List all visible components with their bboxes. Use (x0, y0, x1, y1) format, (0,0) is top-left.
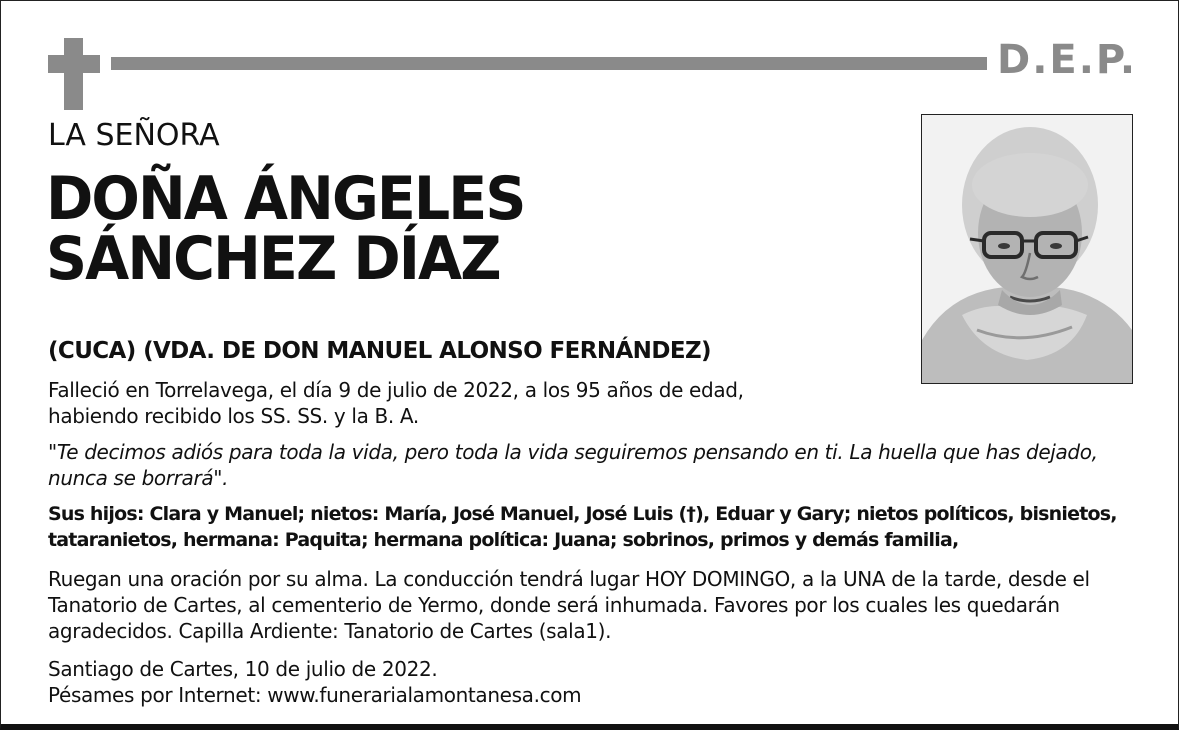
dep-label: D.E.P. (997, 37, 1138, 83)
deceased-name (46, 164, 525, 294)
burial-line: Tanatorio de Cartes, al cementerio de Yermo, donde será inhumada. Favores por los cuales les quedarán (48, 593, 1060, 617)
place-date-paragraph (48, 656, 581, 708)
death-line: Falleció en Torrelavega, el día 9 de julio de 2022, a los 95 años de edad, (48, 378, 744, 402)
name-line-1: DOÑA ÁNGELES (46, 164, 525, 234)
death-line: habiendo recibido los SS. SS. y la B. A. (48, 404, 419, 428)
nickname-line: (CUCA) (VDA. DE DON MANUEL ALONSO FERNÁNDEZ) (48, 338, 711, 364)
burial-line: Ruegan una oración por su alma. La conducción tendrá lugar HOY DOMINGO, a la UNA de la tarde, desde el (48, 567, 1090, 591)
quote-paragraph (48, 439, 1098, 491)
burial-paragraph (48, 566, 1090, 644)
cross-icon (48, 38, 100, 110)
family-line: tataranietos, hermana: Paquita; hermana política: Juana; sobrinos, primos y demás familia, (48, 529, 959, 551)
family-paragraph (48, 501, 1117, 553)
quote-line: "Te decimos adiós para toda la vida, pero toda la vida seguiremos pensando en ti. La huella que has dejado, (48, 440, 1098, 464)
family-line: Sus hijos: Clara y Manuel; nietos: María, José Manuel, José Luis (†), Eduar y Gary; nietos políticos, bisnietos, (48, 503, 1117, 525)
condolences-line: Pésames por Internet: www.funerarialamontanesa.com (48, 683, 582, 707)
header-rule (111, 57, 987, 70)
portrait-photo (921, 114, 1133, 384)
name-line-2: SÁNCHEZ DÍAZ (46, 224, 500, 294)
quote-line: nunca se borrará". (48, 466, 229, 490)
burial-line: agradecidos. Capilla Ardiente: Tanatorio de Cartes (sala1). (48, 619, 612, 643)
place-date-line: Santiago de Cartes, 10 de julio de 2022. (48, 657, 438, 681)
salutation: LA SEÑORA (48, 118, 220, 153)
death-paragraph (48, 377, 744, 429)
